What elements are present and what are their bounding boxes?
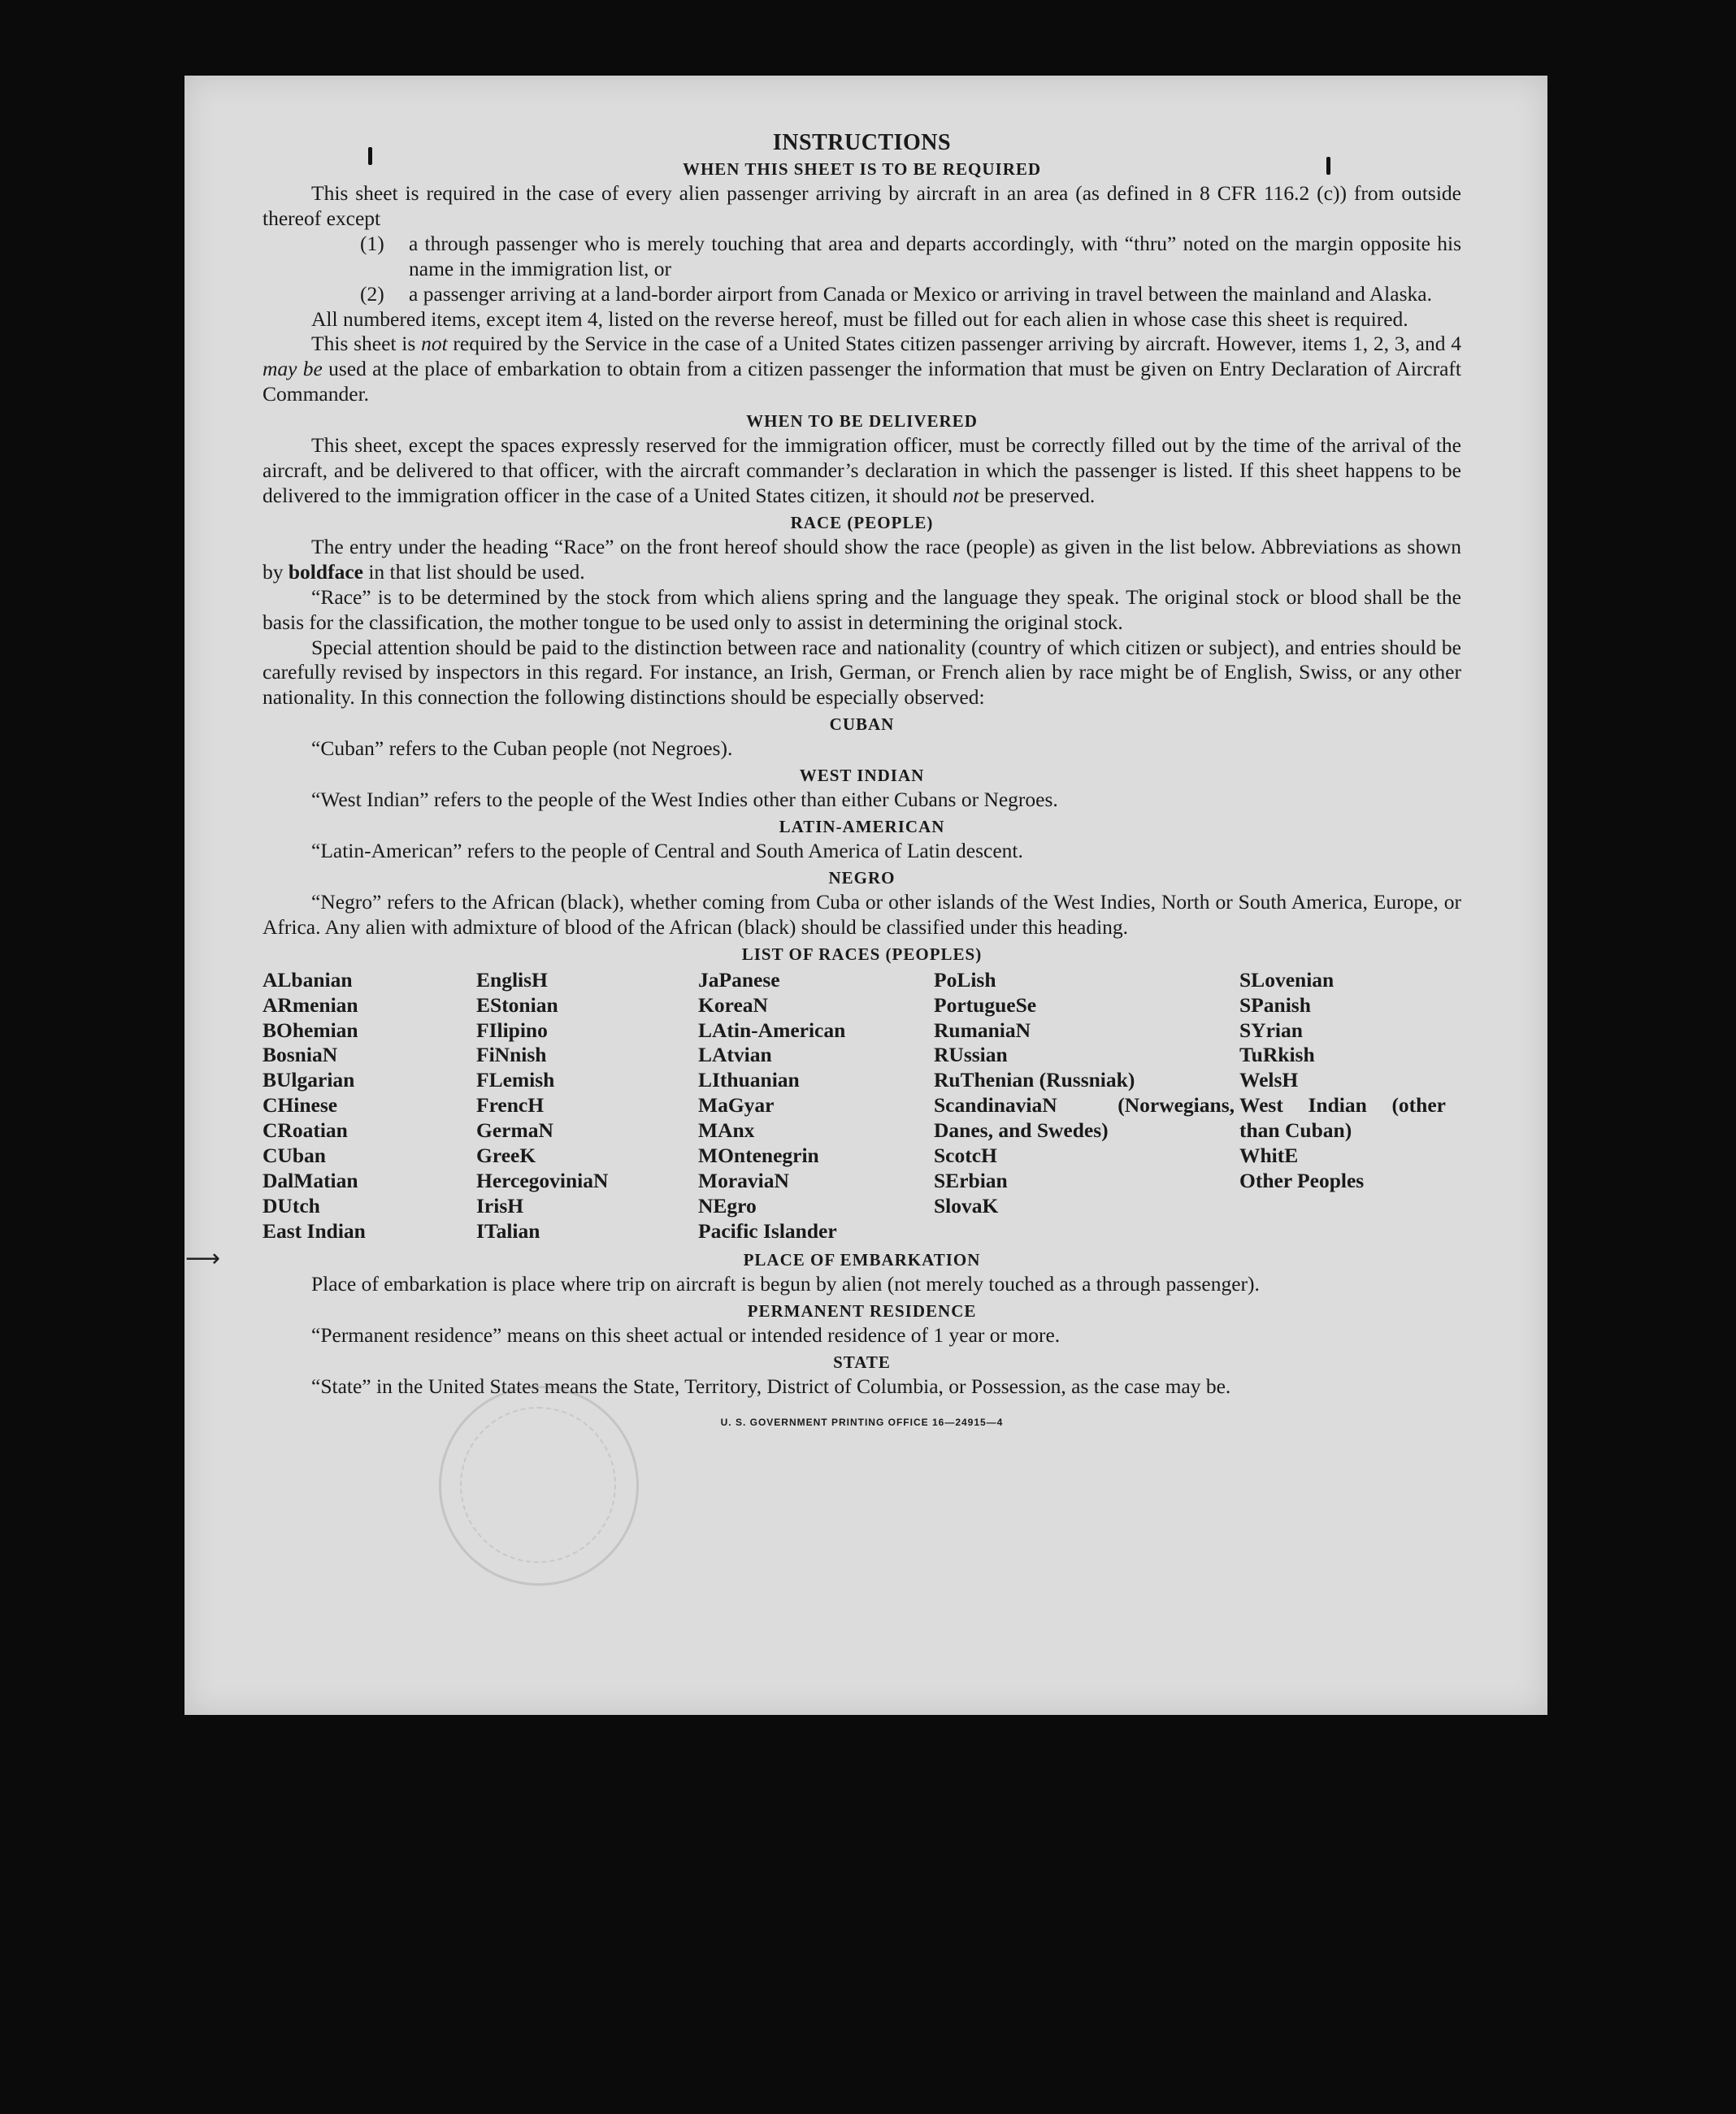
paragraph: “Cuban” refers to the Cuban people (not Negroes). [311,736,733,761]
race-entry: ARmenian [263,992,358,1017]
text-run: required by the Service in the case of a United States citizen passenger arriving by aircraft. However, items 1, 2, 3, and 4 [447,332,1461,356]
paragraph [263,535,1461,585]
race-entry: EnglisH [476,967,548,992]
heading-list-of-races: LIST OF RACES (PEOPLES) [741,944,983,964]
paragraph [263,433,1461,509]
list-item [360,232,1461,282]
paragraph: “Race” is to be determined by the stock from which aliens spring and the language they speak. The original stock or blood shall be the basis for the classification, the mother tongue to be used only to assist in determining the original stock. [263,584,1461,634]
race-entry: FiNnish [476,1043,547,1067]
text-run: in that list should be used. [362,559,585,584]
paragraph: This sheet is required in the case of every alien passenger arriving by aircraft in an area (as defined in 8 CFR 116.2 (c)) from outside thereof except [263,181,1461,230]
faded-stamp-inner [460,1407,616,1563]
race-entry: GreeK [476,1144,536,1168]
emphasis: not [953,483,979,507]
races-column-1 [263,968,476,1244]
race-entry: BOhemian [263,1018,358,1042]
list-item [360,282,1461,307]
race-entry: East Indian [263,1218,366,1243]
emphasis: may be [263,357,323,381]
race-entry: SPanish [1239,992,1311,1017]
races-column-2 [476,968,698,1244]
race-entry: FrencH [476,1093,545,1118]
text-run: The entry under the heading “Race” on the front hereof should show the race (people) as given in the list below. Abbreviations as shown by [263,534,1461,584]
race-entry: ScotcH [934,1144,997,1168]
races-column-5 [1239,968,1451,1244]
race-entry: SYrian [1239,1018,1303,1042]
race-entry: WhitE [1239,1144,1299,1168]
heading-when-required: WHEN THIS SHEET IS TO BE REQUIRED [682,159,1042,179]
text-run: used at the place of embarkation to obtain from a citizen passenger the information that must be given on Entry Declaration of Aircraft Commander. [263,357,1461,406]
race-entry: RumaniaN [934,1018,1031,1042]
race-entry: CUban [263,1144,326,1168]
race-entry: JaPanese [698,967,780,992]
race-entry: EStonian [476,992,558,1017]
race-entry: NEgro [698,1193,757,1218]
race-entry: FIlipino [476,1018,548,1042]
bold-text: boldface [288,559,363,584]
race-entry: MOntenegrin [698,1144,819,1168]
race-entry: LAtvian [698,1043,772,1067]
race-entry: PoLish [934,967,996,992]
race-entry: DalMatian [263,1169,358,1192]
heading-race: RACE (PEOPLE) [790,512,934,532]
races-column-4 [934,968,1239,1244]
race-entry: CRoatian [263,1118,348,1143]
paragraph: “West Indian” refers to the people of the West Indies other than either Cubans or Negroes. [311,788,1058,812]
race-entry: TuRkish [1239,1043,1315,1067]
paragraph: “State” in the United States means the State, Territory, District of Columbia, or Possession, as the case may be. [311,1374,1231,1398]
race-entry: HercegoviniaN [476,1169,609,1192]
race-entry: Pacific Islander [698,1218,837,1243]
race-entry: GermaN [476,1118,553,1143]
race-entry: BosniaN [263,1043,338,1067]
race-entry: CHinese [263,1093,338,1118]
item-text: a passenger arriving at a land-border airport from Canada or Mexico or arriving in travel between the mainland and Alaska. [409,281,1432,306]
race-entry: RuThenian (Russniak) [934,1068,1135,1092]
race-entry: FLemish [476,1068,555,1092]
race-entry: KoreaN [698,992,768,1017]
pointer-mark-icon: ⟶ [185,1244,221,1273]
printer-footer: U. S. GOVERNMENT PRINTING OFFICE 16—24915—4 [720,1417,1004,1429]
race-entry: IrisH [476,1193,524,1218]
race-entry: MAnx [698,1118,755,1143]
race-entry: DUtch [263,1193,320,1218]
race-entry: WelsH [1239,1068,1299,1092]
race-entry: West Indian (other than Cuban) [1239,1093,1446,1143]
race-entry: SLovenian [1239,967,1335,992]
page-title: INSTRUCTIONS [772,130,952,155]
race-entry: LAtin-American [698,1018,846,1042]
paragraph [263,332,1461,407]
races-column-3 [698,968,934,1244]
heading-embarkation: PLACE OF EMBARKATION [743,1249,981,1270]
race-entry: ALbanian [263,967,353,992]
paragraph: Place of embarkation is place where trip on aircraft is begun by alien (not merely touched as a through passenger). [311,1271,1260,1296]
document-sheet [184,76,1547,1715]
heading-west-indian: WEST INDIAN [799,766,925,786]
race-entry: RUssian [934,1043,1008,1067]
heading-when-delivered: WHEN TO BE DELIVERED [746,411,978,432]
race-entry: BUlgarian [263,1068,355,1092]
paragraph: “Latin-American” refers to the people of Central and South America of Latin descent. [311,839,1023,863]
emphasis: not [421,332,448,356]
race-entry: ITalian [476,1218,540,1243]
instructions-content [263,129,1461,1435]
paragraph: “Negro” refers to the African (black), whether coming from Cuba or other islands of the West Indies, North or South America, Europe, or Africa. Any alien with admixture of blood of the African (black) should be classified under this heading. [263,889,1461,939]
heading-cuban: CUBAN [829,714,895,735]
race-entry: SlovaK [934,1193,999,1218]
race-entry: Other Peoples [1239,1169,1365,1192]
item-number: (2) [360,281,384,306]
race-entry: ScandinaviaN (Norwegians, Danes, and Swedes) [934,1093,1235,1143]
race-entry: PortugueSe [934,992,1037,1017]
heading-negro: NEGRO [828,867,896,888]
races-list [263,968,1461,1244]
paragraph: “Permanent residence” means on this sheet actual or intended residence of 1 year or more. [311,1322,1061,1347]
item-number: (1) [360,231,384,255]
heading-residence: PERMANENT RESIDENCE [747,1300,977,1321]
race-entry: MoraviaN [698,1169,789,1192]
paragraph: Special attention should be paid to the distinction between race and nationality (country of which citizen or subject), and entries should be carefully revised by inspectors in this regard. For instance, an Irish, German, or French alien by race might be of English, Swiss, or any other nationality. In this connection the following distinctions should be especially observed: [263,635,1461,710]
heading-latin-american: LATIN-AMERICAN [779,817,945,837]
text-run: This sheet is [311,332,422,356]
heading-state: STATE [833,1352,891,1372]
item-text: a through passenger who is merely touching that area and departs accordingly, with “thru” noted on the margin opposite his name in the immigration list, or [409,231,1461,280]
text-run: This sheet, except the spaces expressly reserved for the immigration officer, must be correctly filled out by the time of the arrival of the aircraft, and be delivered to that officer, with the aircraft commander’s declaration in which the passenger is listed. If this sheet happens to be delivered to the immigration officer in the case of a United States citizen, it should [263,433,1461,507]
race-entry: LIthuanian [698,1068,800,1092]
text-run: be preserved. [979,483,1096,507]
paragraph: All numbered items, except item 4, listed on the reverse hereof, must be filled out for each alien in whose case this sheet is required. [311,306,1408,331]
race-entry: SErbian [934,1169,1008,1192]
race-entry: MaGyar [698,1093,775,1118]
